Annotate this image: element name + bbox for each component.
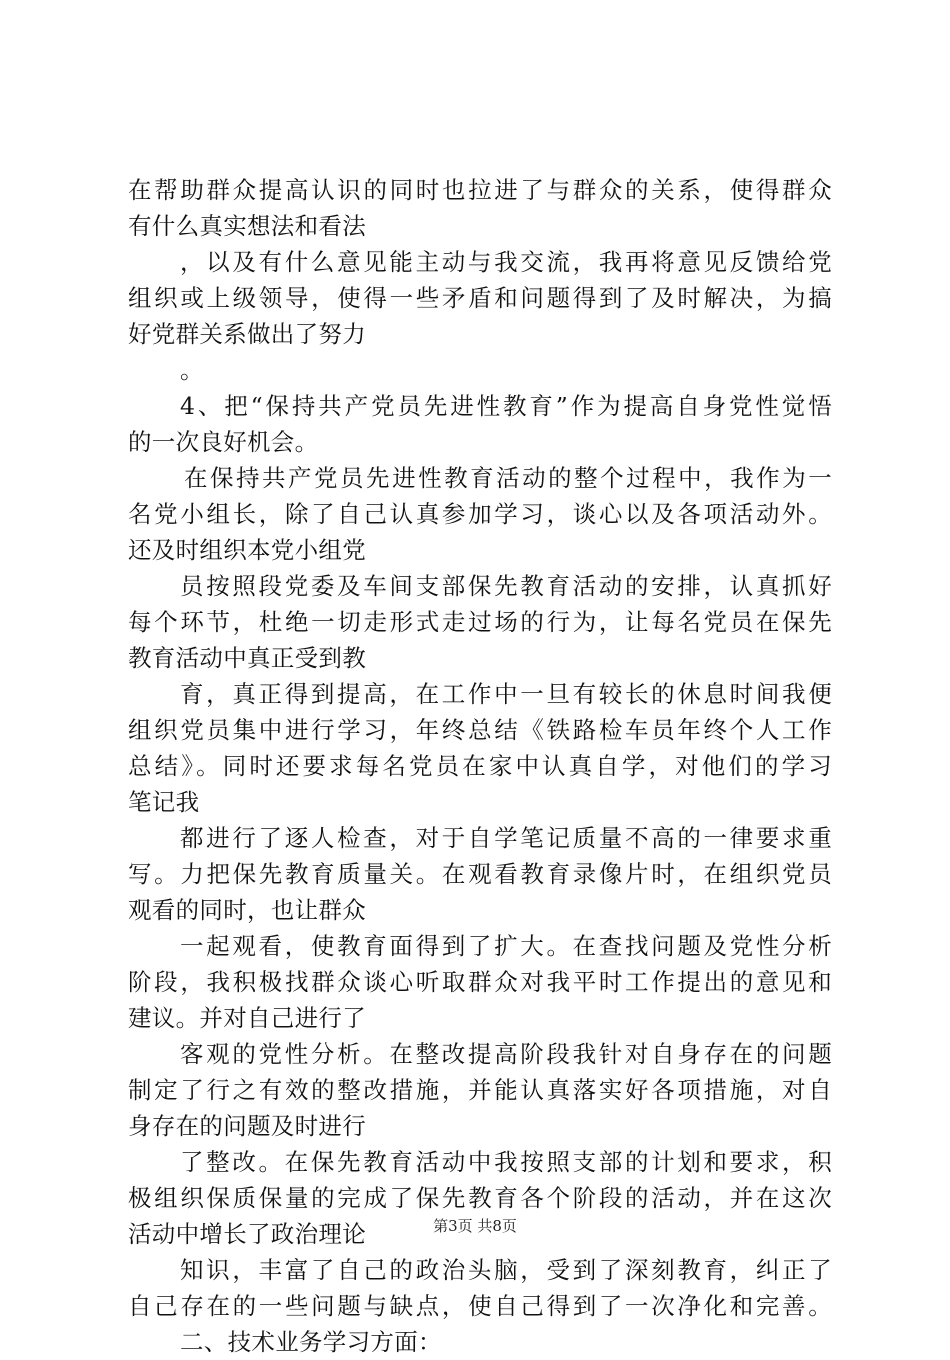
text-line: 知识，丰富了自己的政治头脑，受到了深刻教育，纠正了 — [180, 1256, 832, 1284]
text-line: 身存在的问题及时进行 — [128, 1112, 366, 1140]
text-line: 写。力把保先教育质量关。在观看教育录像片时，在组织党员 — [128, 860, 832, 888]
text-line: 观看的同时，也让群众 — [128, 896, 366, 924]
section-heading: 二、技术业务学习方面： — [180, 1328, 442, 1356]
page-footer — [0, 1216, 950, 1236]
text-line: 制定了行之有效的整改措施，并能认真落实好各项措施，对自 — [128, 1076, 832, 1104]
text-line: 自己存在的一些问题与缺点，使自己得到了一次净化和完善。 — [128, 1292, 832, 1320]
text-line: 活动中增长了政治理论 — [128, 1220, 366, 1248]
text-line: 教育活动中真正受到教 — [128, 644, 366, 672]
text-line: 总结》。同时还要求每名党员在家中认真自学，对他们的学习 — [128, 752, 832, 780]
text-line: 有什么真实想法和看法 — [128, 212, 366, 240]
text-line: 客观的党性分析。在整改提高阶段我针对自身存在的问题 — [180, 1040, 832, 1068]
text-line: 好党群关系做出了努力 — [128, 320, 366, 348]
text-line: 育，真正得到提高，在工作中一旦有较长的休息时间我便 — [180, 680, 832, 708]
text-line: 了整改。在保先教育活动中我按照支部的计划和要求，积 — [180, 1148, 832, 1176]
text-line: 极组织保质保量的完成了保先教育各个阶段的活动，并在这次 — [128, 1184, 832, 1212]
text-line: 组织或上级领导，使得一些矛盾和问题得到了及时解决，为搞 — [128, 284, 832, 312]
text-line: 都进行了逐人检查，对于自学笔记质量不高的一律要求重 — [180, 824, 832, 852]
text-line: 。 — [180, 356, 204, 384]
text-line: 建议。并对自己进行了 — [128, 1004, 366, 1032]
text-line: 组织党员集中进行学习，年终总结《铁路检车员年终个人工作 — [128, 716, 832, 744]
text-line: 笔记我 — [128, 788, 200, 816]
text-line: 一起观看，使教育面得到了扩大。在查找问题及党性分析 — [180, 932, 832, 960]
text-line: 阶段，我积极找群众谈心听取群众对我平时工作提出的意见和 — [128, 968, 832, 996]
text-line: 在保持共产党员先进性教育活动的整个过程中，我作为一 — [184, 464, 832, 492]
text-line: 还及时组织本党小组党 — [128, 536, 366, 564]
text-line: 名党小组长，除了自己认真参加学习，谈心以及各项活动外。 — [128, 500, 832, 528]
text-line: 每个环节，杜绝一切走形式走过场的行为，让每名党员在保先 — [128, 608, 832, 636]
text-line: 的一次良好机会。 — [128, 428, 319, 456]
text-line: 在帮助群众提高认识的同时也拉进了与群众的关系，使得群众 — [128, 176, 832, 204]
page-number: 第3页 共8页 — [433, 1217, 517, 1235]
document-body — [128, 172, 832, 1360]
text-line: ，以及有什么意见能主动与我交流，我再将意见反馈给党 — [180, 248, 832, 276]
text-line: 员按照段党委及车间支部保先教育活动的安排，认真抓好 — [180, 572, 832, 600]
text-line: 4、把“保持共产党员先进性教育”作为提高自身党性觉悟 — [180, 392, 832, 420]
